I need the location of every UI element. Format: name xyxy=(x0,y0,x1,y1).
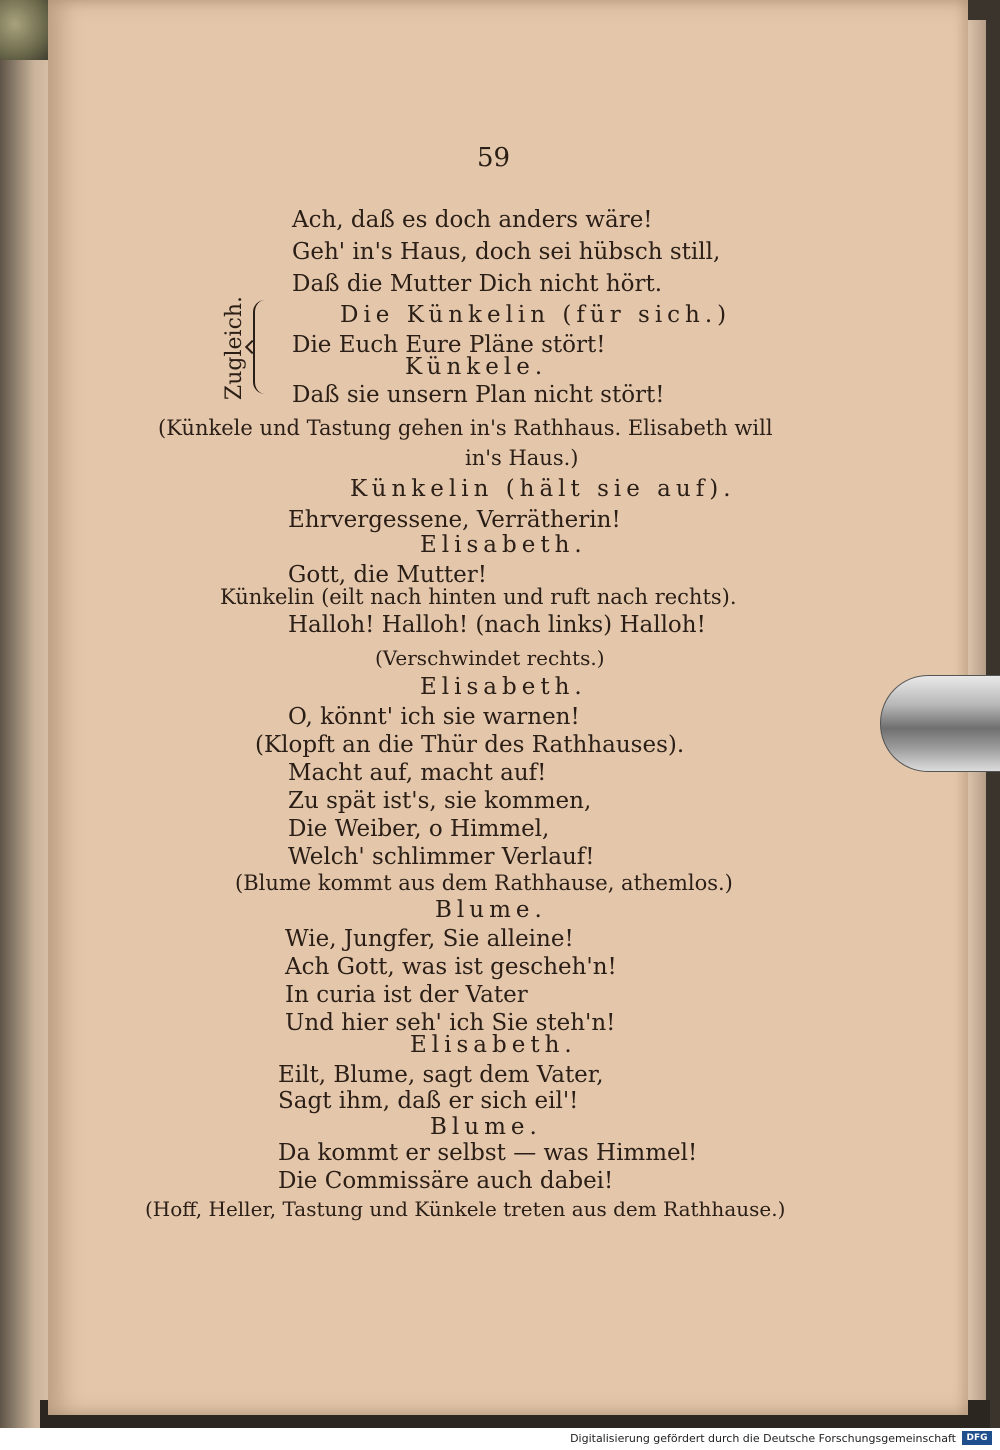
text-line: Ach, daß es doch anders wäre! xyxy=(292,207,653,233)
stage-direction: (Verschwindet rechts.) xyxy=(375,646,605,670)
text-line: Gott, die Mutter! xyxy=(288,562,488,588)
text-line: Zu spät ist's, sie kommen, xyxy=(288,788,592,814)
text-line: Die Commissäre auch dabei! xyxy=(278,1168,614,1194)
page-clip xyxy=(880,675,1000,772)
speaker-line: Blume. xyxy=(435,897,547,923)
funding-credit: Digitalisierung gefördert durch die Deutsche Forschungsgemeinschaft xyxy=(570,1432,956,1445)
text-line: Ach Gott, was ist gescheh'n! xyxy=(285,954,617,980)
stage-direction: (Blume kommt aus dem Rathhause, athemlos.) xyxy=(235,871,733,895)
text-line: Welch' schlimmer Verlauf! xyxy=(288,844,595,870)
speaker-line: Künkele. xyxy=(405,354,548,380)
text-line: Macht auf, macht auf! xyxy=(288,760,547,786)
speaker-line: Elisabeth. xyxy=(420,532,587,558)
text-line: Daß sie unsern Plan nicht stört! xyxy=(292,382,665,408)
dfg-logo: DFG xyxy=(962,1431,992,1445)
text-line: Da kommt er selbst — was Himmel! xyxy=(278,1140,698,1166)
text-line: Geh' in's Haus, doch sei hübsch still, xyxy=(292,239,721,265)
speaker-line: Künkelin (hält sie auf). xyxy=(350,476,736,502)
text-line: Die Weiber, o Himmel, xyxy=(288,816,550,842)
text-line: In curia ist der Vater xyxy=(285,982,528,1008)
stage-direction: (Klopft an die Thür des Rathhauses). xyxy=(255,732,685,758)
stage-direction: in's Haus.) xyxy=(465,446,579,470)
text-line: Wie, Jungfer, Sie alleine! xyxy=(285,926,574,952)
text-line: Eilt, Blume, sagt dem Vater, xyxy=(278,1062,604,1088)
text-line: Ehrvergessene, Verrätherin! xyxy=(288,507,621,533)
text-line: Daß die Mutter Dich nicht hört. xyxy=(292,271,663,297)
speaker-line: Elisabeth. xyxy=(410,1032,577,1058)
text-line: Und hier seh' ich Sie steh'n! xyxy=(285,1010,616,1036)
stage-direction: (Künkele und Tastung gehen in's Rathhaus. Elisabeth will xyxy=(158,416,773,440)
side-note-zugleich: Zugleich. xyxy=(222,295,247,401)
text-line: Halloh! Halloh! (nach links) Halloh! xyxy=(288,612,706,638)
speaker-line: Künkelin (eilt nach hinten und ruft nach rechts). xyxy=(220,585,737,609)
speaker-line: Die Künkelin (für sich.) xyxy=(340,302,732,328)
binding-ring xyxy=(0,0,50,60)
speaker-line: Elisabeth. xyxy=(420,674,587,700)
speaker-line: Blume. xyxy=(430,1114,542,1140)
page-number: 59 xyxy=(477,143,511,173)
text-line: Die Euch Eure Pläne stört! xyxy=(292,332,606,358)
text-line: Sagt ihm, daß er sich eil'! xyxy=(278,1088,579,1114)
text-line: O, könnt' ich sie warnen! xyxy=(288,704,580,730)
footer-bar xyxy=(0,1428,1000,1450)
stage-direction: (Hoff, Heller, Tastung und Künkele treten aus dem Rathhause.) xyxy=(145,1197,786,1221)
